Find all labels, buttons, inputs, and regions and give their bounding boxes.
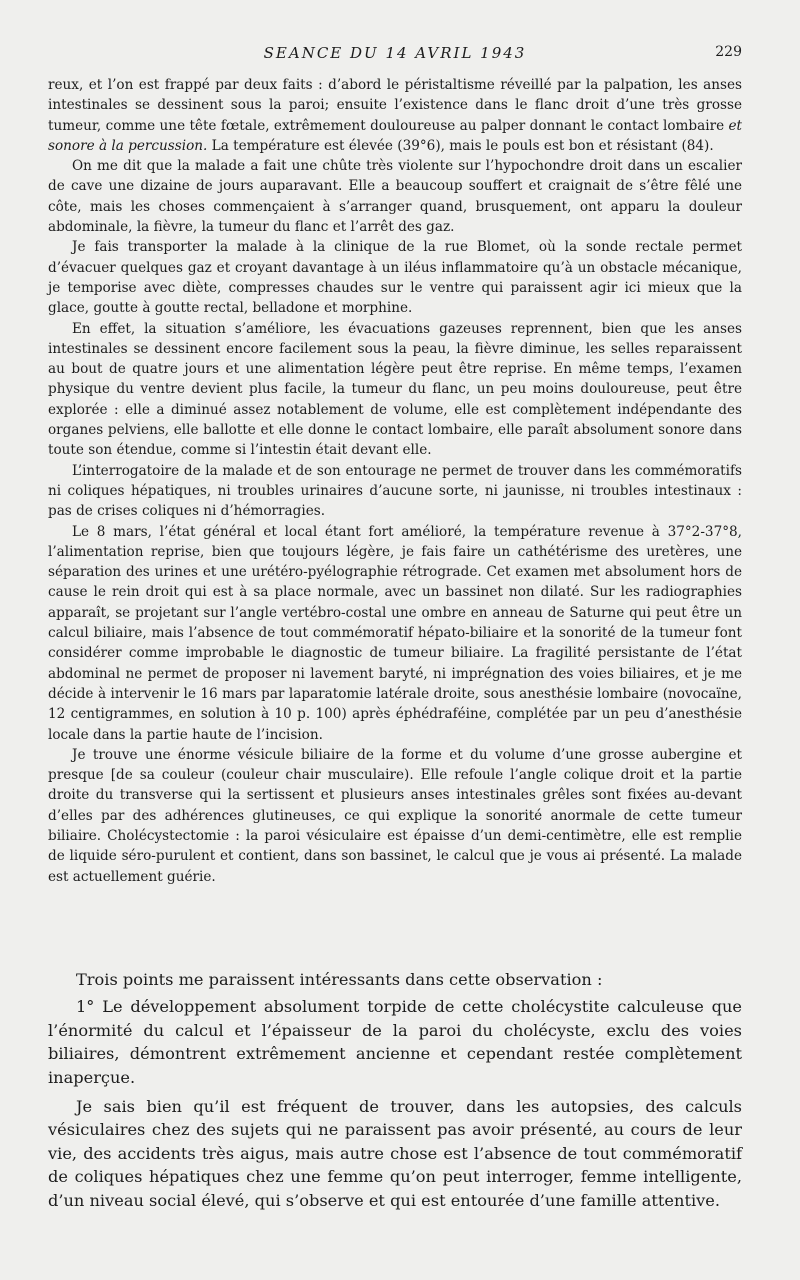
paragraph: En effet, la situation s’améliore, les évacuations gazeuses reprennent, bien que les anses intestinales se dessinent encore facilement sous la peau, la fièvre diminue, les selles reparaissent au bout de quatre jours et une alimentation légère peut être reprise. En même temps, l’examen physique du ventre devient plus facile, la tumeur du flanc, un peu moins douloureuse, peut être explorée : elle a diminué assez notablement de volume, elle est complètement indépendante des organes pelviens, elle ballotte et elle donne le contact lombaire, elle paraît absolument sonore dans toute son étendue, comme si l’intestin était devant elle. <box>48 320 742 459</box>
italic-text: et sonore à la percussion. <box>48 117 742 154</box>
paragraph: 1° Le développement absolument torpide de cette cholécystite calculeuse que l’énormité du calcul et l’épaisseur de la paroi du cholécyste, exclu des voies biliaires, démontrent extrêmement ancienne et cependant restée complètement inaperçue. <box>48 997 742 1087</box>
text-run: La température est élevée (39°6), mais le pouls est bon et résistant (84). <box>207 137 714 154</box>
paragraph: Je fais transporter la malade à la clinique de la rue Blomet, où la sonde rectale permet d’évacuer quelques gaz et croyant davantage à un iléus inflammatoire qu’à un obstacle mécanique, je temporise avec diète, compresses chaudes sur le ventre qui paraissent agir ici mieux que la glace, goutte à goutte rectal, belladone et morphine. <box>48 239 742 317</box>
discussion-text <box>48 968 742 1218</box>
text-run: reux, et l’on est frappé par deux faits : d’abord le péristaltisme réveillé par la palpation, les anses intestinales se dessinent sous la paroi; ensuite l’existence dans le flanc droit d’une très grosse tumeur, comme une tête fœtale, extrêmement douloureuse au palper donnant le contact lombaire <box>48 77 742 134</box>
paragraph: Le 8 mars, l’état général et local étant fort amélioré, la température revenue à 37°2-37°8, l’alimentation reprise, bien que toujours légère, je fais faire un cathétérisme des uretères, une séparation des urines et une urétéro-pyélographie rétrograde. Cet examen met absolument hors de cause le rein droit qui est à sa place normale, avec un bassinet non dilaté. Sur les radiographies apparaît, se projetant sur l’angle vertébro-costal une ombre en anneau de Saturne qui peut être un calcul biliaire, mais l’absence de tout commémoratif hépato-biliaire et la sonorité de la tumeur font considérer comme improbable le diagnostic de tumeur biliaire. La fragilité persistante de l’état abdominal ne permet de proposer ni lavement baryté, ni imprégnation des voies biliaires, et je me décide à intervenir le 16 mars par laparatomie latérale droite, sous anesthésie lombaire (novocaïne, 12 centigrammes, en solution à 10 p. 100) après éphédraféine, complétée par un peu d’anesthésie locale dans la partie haute de l’incision. <box>48 523 742 743</box>
case-report-text <box>48 75 742 887</box>
running-title: SEANCE DU 14 AVRIL 1943 <box>263 44 527 62</box>
paragraph: On me dit que la malade a fait une chûte très violente sur l’hypochondre droit dans un escalier de cave une dizaine de jours auparavant. Elle a beaucoup souffert et craignait de s’être fêlé une côte, mais les choses commençaient à s’arranger quand, brusquement, ont apparu la douleur abdominale, la fièvre, la tumeur du flanc et l’arrêt des gaz. <box>48 158 742 236</box>
page-header <box>48 44 742 66</box>
paragraph: Trois points me paraissent intéressants dans cette observation : <box>76 970 603 989</box>
page-number: 229 <box>715 44 742 60</box>
paragraph: Je trouve une énorme vésicule biliaire de la forme et du volume d’une grosse aubergine et presque [de sa couleur (couleur chair musculaire). Elle refoule l’angle colique droit et la partie droite du transverse qui la sertissent et plusieurs anses intestinales grêles sont fixées au-devant d’elles par des adhérences glutineuses, ce qui explique la sonorité anormale de cette tumeur biliaire. Cholécystectomie : la paroi vésiculaire est épaisse d’un demi-centimètre, elle est remplie de liquide séro-purulent et contient, dans son bassinet, le calcul que je vous ai présenté. La malade est actuellement guérie. <box>48 746 742 885</box>
paragraph <box>48 75 742 156</box>
paragraph: L’interrogatoire de la malade et de son entourage ne permet de trouver dans les commémoratifs ni coliques hépatiques, ni troubles urinaires d’aucune sorte, ni jaunisse, ni troubles intestinaux : pas de crises coliques ni d’hémorragies. <box>48 462 742 520</box>
paragraph: Je sais bien qu’il est fréquent de trouver, dans les autopsies, des calculs vésiculaires chez des sujets qui ne paraissent pas avoir présenté, au cours de leur vie, des accidents très aigus, mais autre chose est l’absence de tout commémoratif de coliques hépatiques chez une femme qu’on peut interroger, femme intelligente, d’un niveau social élevé, qui s’observe et qui est entourée d’une famille attentive. <box>48 1097 742 1210</box>
